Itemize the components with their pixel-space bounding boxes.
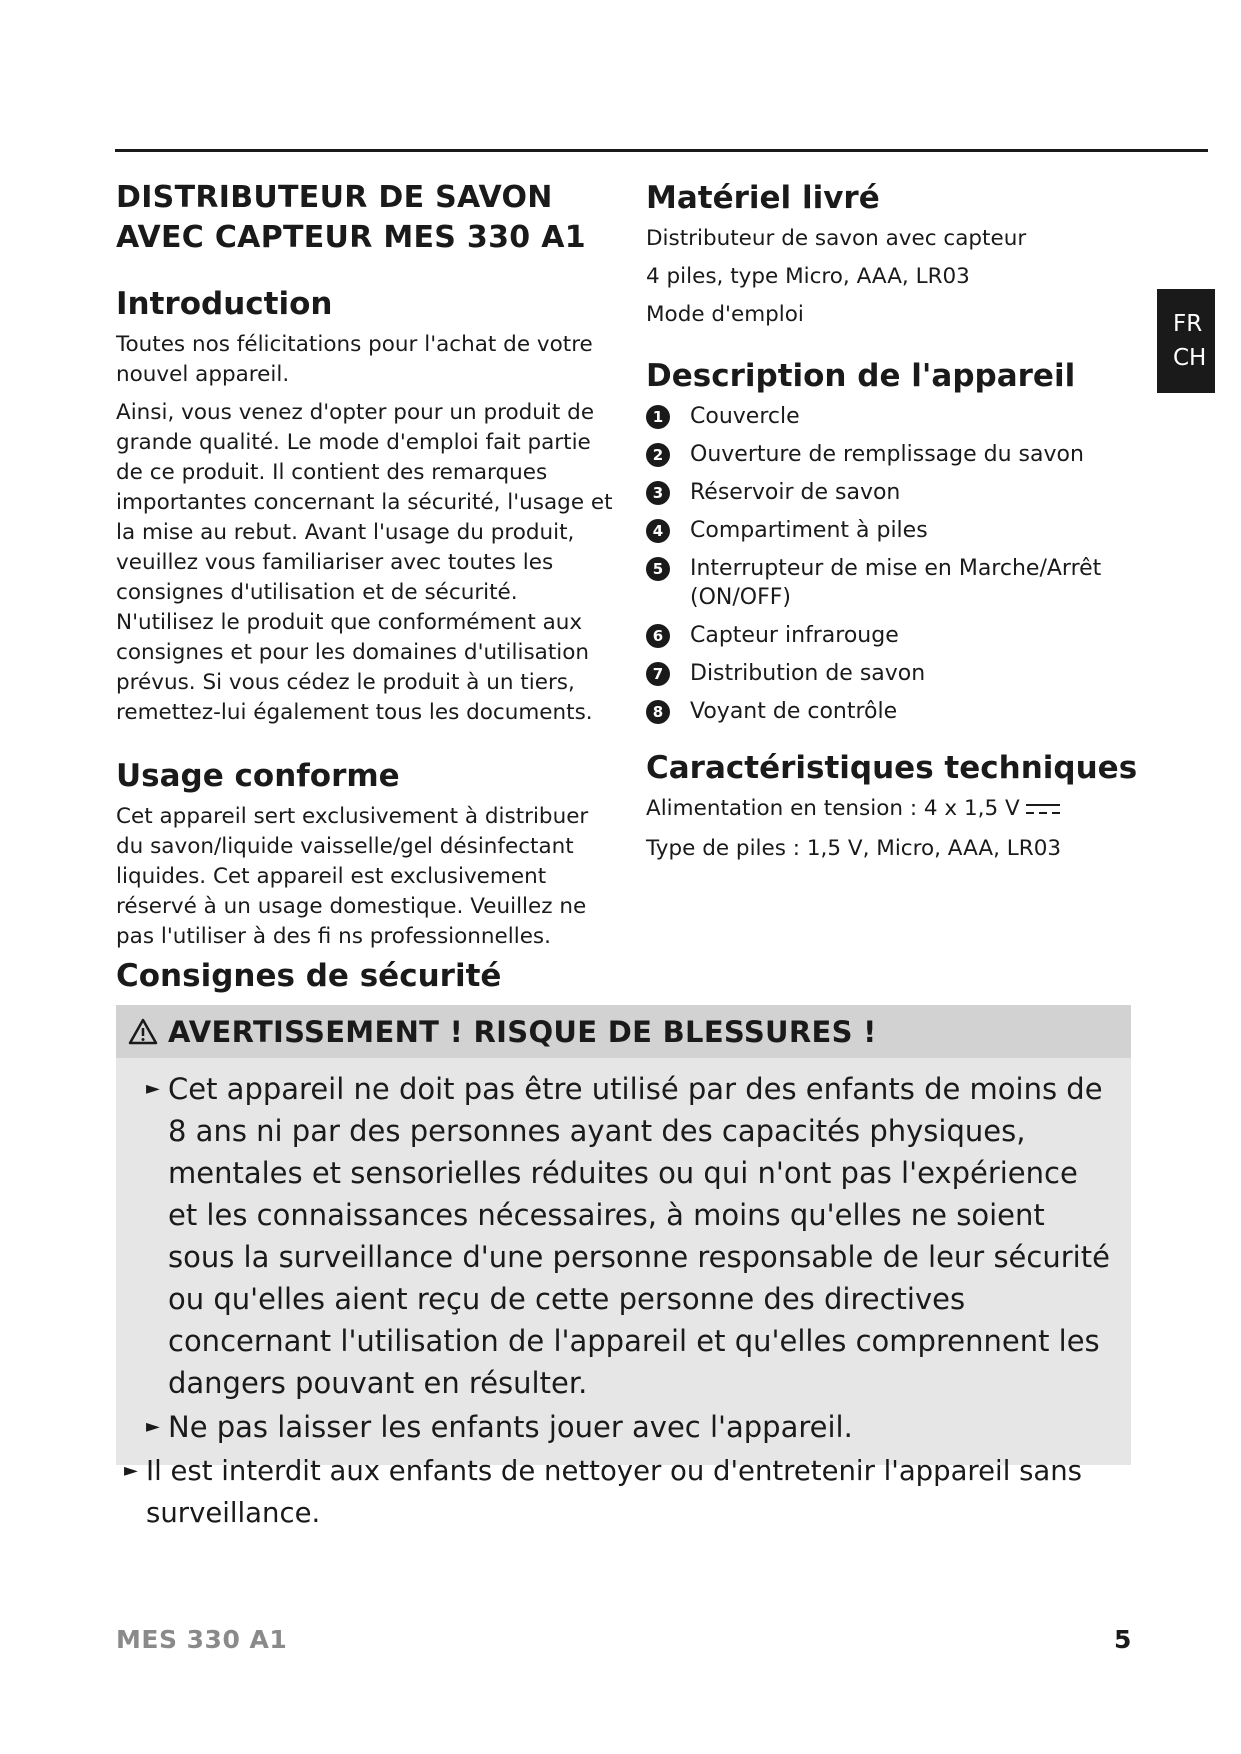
spec-batteries: Type de piles : 1,5 V, Micro, AAA, LR03 bbox=[646, 836, 1062, 861]
part-label: Distribution de savon bbox=[690, 661, 926, 686]
part-number-badge: 4 bbox=[646, 519, 670, 543]
part-number-badge: 5 bbox=[646, 557, 670, 581]
direct-current-icon bbox=[1026, 802, 1060, 816]
warning-bullet-text: Il est interdit aux enfants de nettoyer ou d'entretenir l'appareil sans surveillance. bbox=[146, 1455, 1083, 1529]
warning-bullet-text: Cet appareil ne doit pas être utilisé par des enfants de moins de 8 ans ni par des personnes ayant des capacités physiques, mentales et sensorielles réduites ou qui n'ont pas l'expérience et les connaissances nécessaires, à moins qu'elles ne soient sous la surveillance d'une personne responsable de leur sécurité ou qu'elles aient reçu de cette personne des directives concernant l'utilisation de l'appareil et qu'elles comprennent les dangers pouvant en résulter. bbox=[168, 1072, 1110, 1400]
safety-heading: Consignes de sécurité bbox=[116, 958, 502, 994]
warning-bullet bbox=[124, 1450, 1111, 1534]
delivery-item: Distributeur de savon avec capteur bbox=[646, 226, 1027, 251]
warning-box bbox=[116, 1005, 1131, 1529]
part-item bbox=[646, 478, 1146, 507]
part-item bbox=[646, 516, 1146, 545]
warning-title: AVERTISSEMENT ! RISQUE DE BLESSURES ! bbox=[168, 1014, 877, 1049]
description-heading: Description de l'appareil bbox=[646, 358, 1076, 394]
introduction-paragraph-1: Toutes nos félicitations pour l'achat de votre nouvel appareil. bbox=[116, 332, 593, 387]
delivery-item: Mode d'emploi bbox=[646, 302, 804, 327]
top-rule bbox=[115, 149, 1208, 152]
part-item bbox=[646, 402, 1146, 431]
warning-bullet bbox=[146, 1406, 1111, 1448]
left-column bbox=[116, 178, 616, 960]
part-item bbox=[646, 440, 1146, 469]
part-label: Réservoir de savon bbox=[690, 480, 901, 505]
part-label: Ouverture de remplissage du savon bbox=[690, 442, 1084, 467]
part-number-badge: 6 bbox=[646, 624, 670, 648]
bullet-arrow-icon: ► bbox=[124, 1460, 138, 1481]
part-label: Capteur infrarouge bbox=[690, 623, 899, 648]
bullet-arrow-icon: ► bbox=[146, 1078, 160, 1099]
introduction-paragraph-2: Ainsi, vous venez d'opter pour un produit de grande qualité. Le mode d'emploi fait partie de ce produit. Il contient des remarques importantes concernant la sécurité, l'usage et la mise au rebut. Avant l'usage du produit, veuillez vous familiariser avec toutes les consignes d'utilisation et de sécurité. N'utilisez le produit que conformément aux consignes et pour les domaines d'utilisation prévus. Si vous cédez le produit à un tiers, remettez-lui également tous les documents. bbox=[116, 400, 613, 725]
language-code-fr: FR bbox=[1173, 311, 1203, 337]
right-column bbox=[646, 178, 1146, 874]
part-item bbox=[646, 621, 1146, 650]
delivery-item: 4 piles, type Micro, AAA, LR03 bbox=[646, 264, 970, 289]
spec-power: Alimentation en tension : 4 x 1,5 V bbox=[646, 796, 1020, 821]
part-number-badge: 7 bbox=[646, 662, 670, 686]
document-title-line2: AVEC CAPTEUR MES 330 A1 bbox=[116, 220, 586, 255]
warning-bullet bbox=[146, 1068, 1111, 1404]
part-number-badge: 1 bbox=[646, 405, 670, 429]
usage-heading: Usage conforme bbox=[116, 758, 400, 794]
specs-heading: Caractéristiques techniques bbox=[646, 750, 1138, 786]
usage-paragraph: Cet appareil sert exclusivement à distribuer du savon/liquide vaisselle/gel désinfectant liquides. Cet appareil est exclusivement réservé à un usage domestique. Veuillez ne pas l'utiliser à des fi ns professionnelles. bbox=[116, 804, 589, 949]
warning-header bbox=[116, 1005, 1131, 1058]
language-tab bbox=[1157, 289, 1215, 393]
part-label: Compartiment à piles bbox=[690, 518, 928, 543]
footer-model: MES 330 A1 bbox=[116, 1625, 288, 1654]
part-label: Couvercle bbox=[690, 404, 800, 429]
bullet-arrow-icon: ► bbox=[146, 1416, 160, 1437]
part-number-badge: 3 bbox=[646, 481, 670, 505]
warning-bullet-text: Ne pas laisser les enfants jouer avec l'appareil. bbox=[168, 1410, 853, 1444]
document-title-line1: DISTRIBUTEUR DE SAVON bbox=[116, 180, 553, 215]
parts-list bbox=[646, 402, 1146, 726]
part-item bbox=[646, 554, 1146, 612]
warning-body bbox=[116, 1058, 1131, 1534]
part-item bbox=[646, 697, 1146, 726]
part-number-badge: 8 bbox=[646, 700, 670, 724]
warning-triangle-icon bbox=[128, 1018, 158, 1045]
part-item bbox=[646, 659, 1146, 688]
introduction-heading: Introduction bbox=[116, 286, 333, 322]
part-label: Voyant de contrôle bbox=[690, 699, 898, 724]
delivery-heading: Matériel livré bbox=[646, 180, 880, 216]
part-label: Interrupteur de mise en Marche/Arrêt (ON/OFF) bbox=[690, 556, 1102, 610]
part-number-badge: 2 bbox=[646, 443, 670, 467]
spec-power-row bbox=[646, 794, 1146, 824]
language-code-ch: CH bbox=[1173, 345, 1207, 371]
page-number: 5 bbox=[1114, 1625, 1132, 1654]
